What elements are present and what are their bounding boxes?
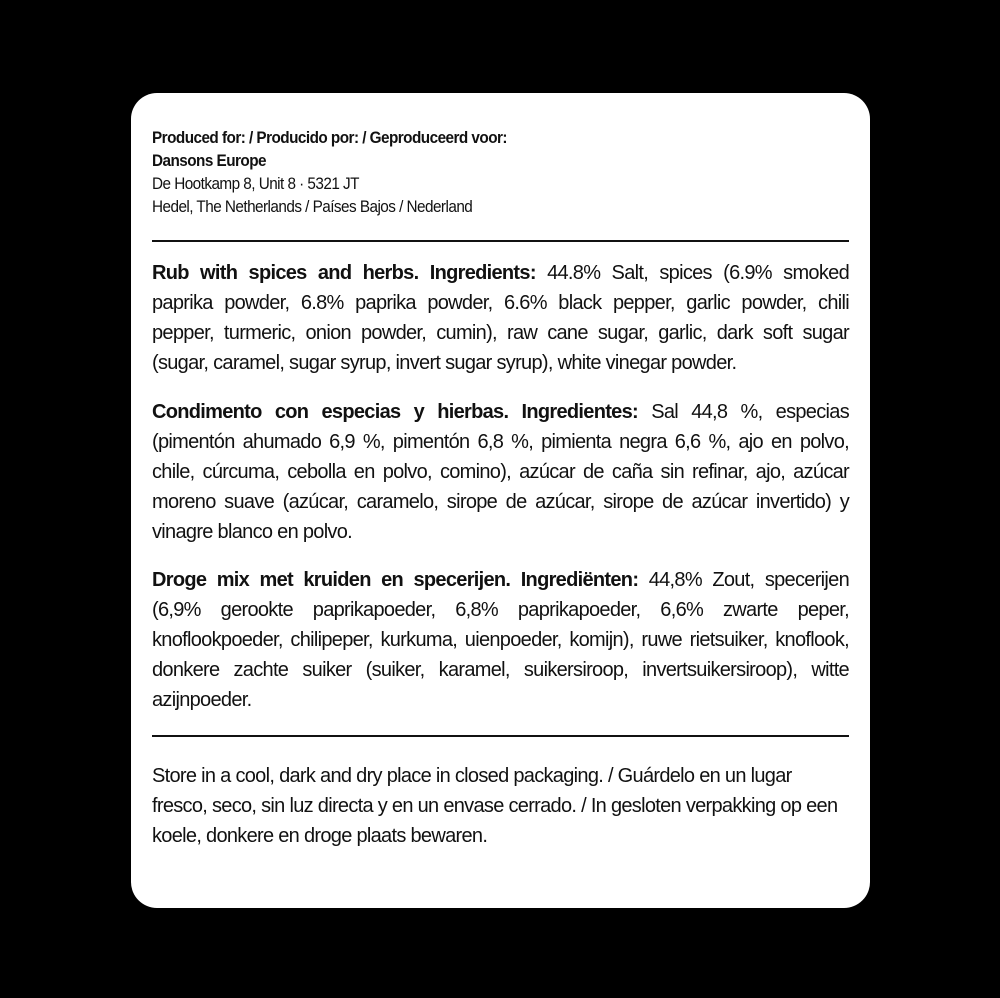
address-line-2: Hedel, The Netherlands / Países Bajos / Nederland <box>152 197 473 216</box>
ingredients-text-nl: 44,8% Zout, specerijen (6,9% gerookte paprikapoeder, 6,8% paprikapoeder, 6,6% zwarte peper, knoflookpoeder, chilipeper, kurkuma, uienpoeder, komijn), ruwe rietsuiker, knoflook, donkere zachte suiker (suiker, karamel, suikersiroop, invertsuikersiroop), witte azijnpoeder. <box>152 569 849 711</box>
ingredients-heading-nl: Droge mix met kruiden en specerijen. Ingrediënten: <box>152 569 639 591</box>
ingredients-heading-es: Condimento con especias y hierbas. Ingredientes: <box>152 401 638 423</box>
divider-bottom <box>152 735 849 737</box>
ingredients-dutch <box>152 565 849 715</box>
address-line-1: De Hootkamp 8, Unit 8 · 5321 JT <box>152 174 359 193</box>
product-label <box>131 93 870 908</box>
ingredients-text-en: 44.8% Salt, spices (6.9% smoked paprika powder, 6.8% paprika powder, 6.6% black pepper, garlic powder, chili pepper, turmeric, onion powder, cumin), raw cane sugar, garlic, dark soft sugar (sugar, caramel, sugar syrup, invert sugar syrup), white vinegar powder. <box>152 262 849 374</box>
ingredients-spanish <box>152 397 849 547</box>
ingredients-english <box>152 258 849 378</box>
ingredients-heading-en: Rub with spices and herbs. Ingredients: <box>152 262 536 284</box>
company-name: Dansons Europe <box>152 151 267 170</box>
divider-top <box>152 240 849 242</box>
producer-block <box>152 126 507 218</box>
ingredients-text-es: Sal 44,8 %, especias (pimentón ahumado 6,9 %, pimentón 6,8 %, pimienta negra 6,6 %, ajo en polvo, chile, cúrcuma, cebolla en polvo, comino), azúcar de caña sin refinar, ajo, azúcar moreno suave (azúcar, caramelo, sirope de azúcar, sirope de azúcar invertido) y vinagre blanco en polvo. <box>152 401 849 543</box>
producer-heading: Produced for: / Producido por: / Geproduceerd voor: <box>152 128 507 147</box>
storage-instructions: Store in a cool, dark and dry place in closed packaging. / Guárdelo en un lugar fresco, seco, sin luz directa y en un envase cerrado. / In gesloten verpakking op een koele, donkere en droge plaats bewaren. <box>152 765 838 847</box>
